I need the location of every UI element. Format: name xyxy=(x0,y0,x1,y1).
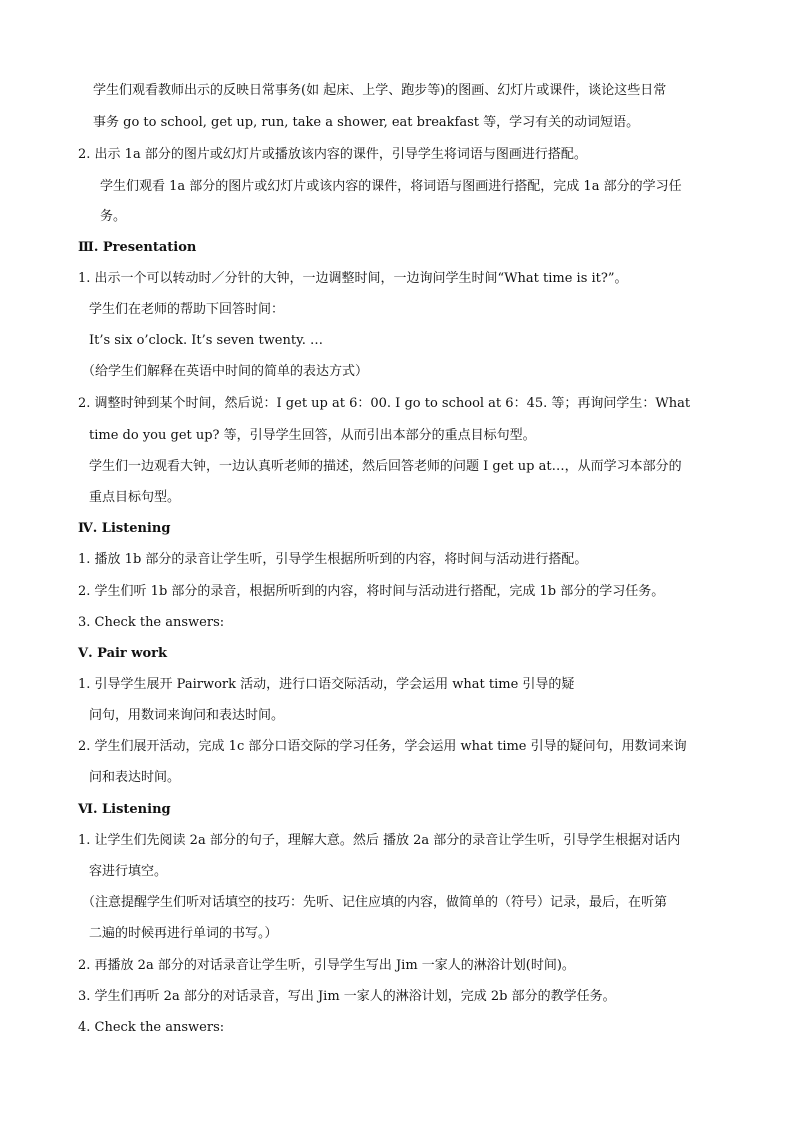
text-line: 问和表达时间。 xyxy=(89,770,181,785)
text-line: 2. 再播放 2a 部分的对话录音让学生听，引导学生写出 Jim 一家人的淋浴计划(时间)。 xyxy=(78,958,575,973)
text-line: 2. 出示 1a 部分的图片或幻灯片或播放该内容的课件，引导学生将词语与图画进行搭配。 xyxy=(78,147,587,162)
text-line: 4. Check the answers: xyxy=(78,1020,225,1035)
text-line: 问句，用数词来询问和表达时间。 xyxy=(89,708,285,723)
text-line: （给学生们解释在英语中时间的简单的表达方式） xyxy=(82,364,369,379)
text-line: time do you get up? 等，引导学生回答，从而引出本部分的重点目标句型。 xyxy=(89,428,536,443)
text-line: 3. 学生们再听 2a 部分的对话录音，写出 Jim 一家人的淋浴计划，完成 2b 部分的教学任务。 xyxy=(78,989,616,1004)
text-line: （注意提醒学生们听对话填空的技巧：先听、记住应填的内容，做简单的（符号）记录，最后，在听第 xyxy=(82,895,668,910)
text-line: 2. 学生们听 1b 部分的录音，根据所听到的内容，将时间与活动进行搭配，完成 1b 部分的学习任务。 xyxy=(78,584,665,599)
text-line: 1. 播放 1b 部分的录音让学生听，引导学生根据所听到的内容，将时间与活动进行搭配。 xyxy=(78,552,588,567)
text-line: 3. Check the answers: xyxy=(78,615,225,630)
text-line: 2. 调整时钟到某个时间，然后说：I get up at 6：00. I go to school at 6：45. 等；再询问学生：What xyxy=(78,396,691,411)
text-line: 学生们在老师的帮助下回答时间： xyxy=(89,302,285,317)
text-line: 学生们观看教师出示的反映日常事务(如 起床、上学、跑步等)的图画、幻灯片或课件，谈论这些日常 xyxy=(93,83,667,98)
section-heading-listening-2: Ⅵ. Listening xyxy=(78,802,171,817)
text-line: 学生们观看 1a 部分的图片或幻灯片或该内容的课件，将词语与图画进行搭配，完成 1a 部分的学习任 xyxy=(100,179,682,194)
text-line: 1. 引导学生展开 Pairwork 活动，进行口语交际活动，学会运用 what time 引导的疑 xyxy=(78,677,575,692)
text-line: 务。 xyxy=(100,209,127,224)
text-line: It’s six o’clock. It’s seven twenty. … xyxy=(89,333,323,348)
text-line: 1. 出示一个可以转动时／分针的大钟，一边调整时间，一边询问学生时间“What time is it?”。 xyxy=(78,271,628,286)
section-heading-listening: Ⅳ. Listening xyxy=(78,521,171,536)
text-line: 二遍的时候再进行单词的书写。） xyxy=(89,926,278,941)
text-line: 事务 go to school, get up, run, take a shower, eat breakfast 等，学习有关的动词短语。 xyxy=(93,115,640,130)
text-line: 学生们一边观看大钟，一边认真听老师的描述，然后回答老师的问题 I get up at…，从而学习本部分的 xyxy=(89,459,682,474)
text-line: 2. 学生们展开活动，完成 1c 部分口语交际的学习任务，学会运用 what time 引导的疑问句，用数词来询 xyxy=(78,739,687,754)
text-line: 1. 让学生们先阅读 2a 部分的句子，理解大意。然后 播放 2a 部分的录音让学生听，引导学生根据对话内 xyxy=(78,833,681,848)
text-line: 容进行填空。 xyxy=(89,864,168,879)
section-heading-pair-work: Ⅴ. Pair work xyxy=(78,646,168,661)
text-line: 重点目标句型。 xyxy=(89,490,181,505)
section-heading-presentation: Ⅲ. Presentation xyxy=(78,240,197,255)
